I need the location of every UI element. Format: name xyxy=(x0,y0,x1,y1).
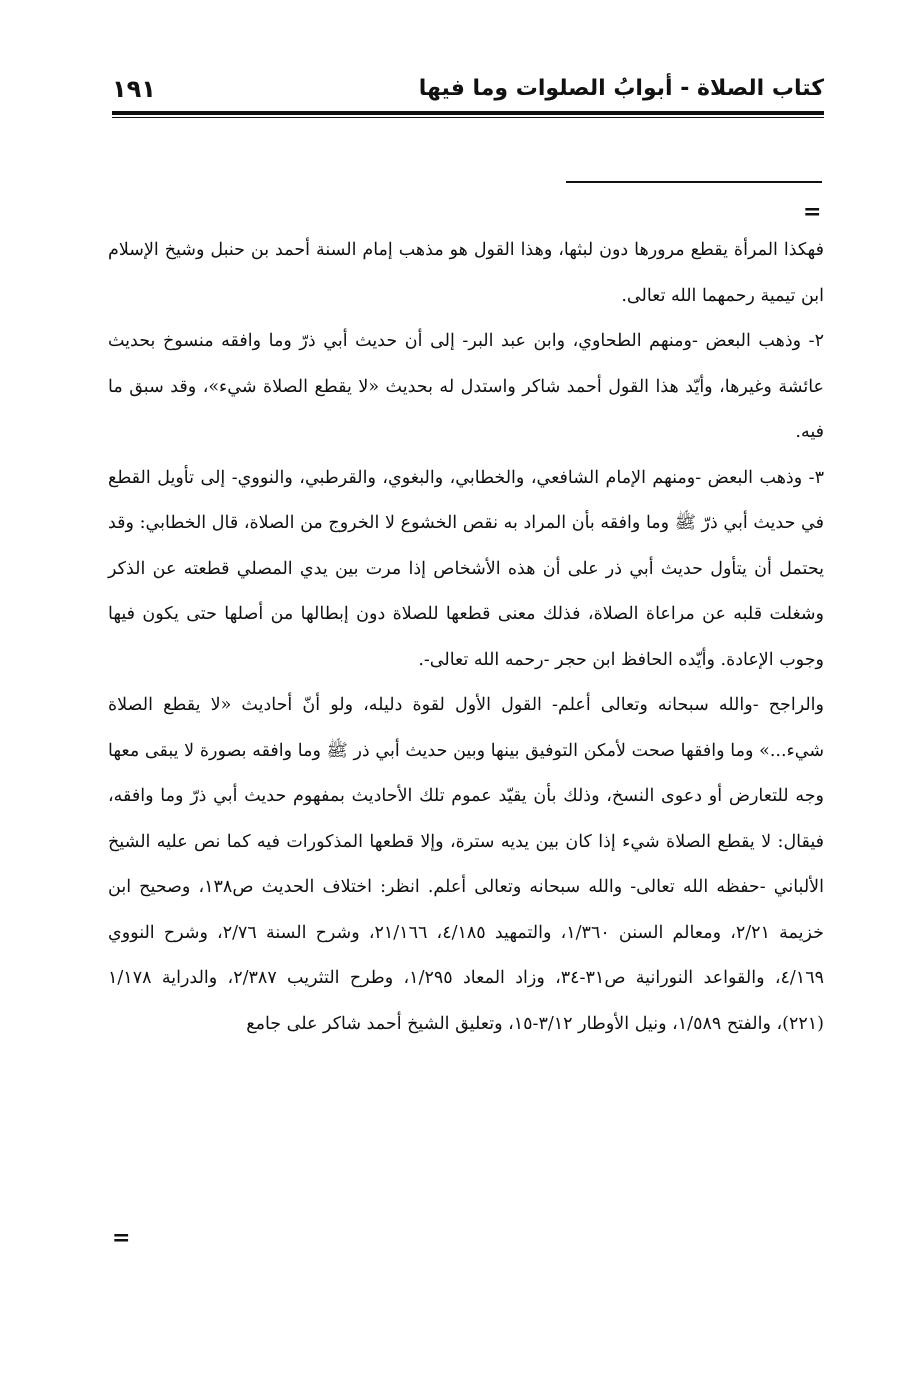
header-rule-thin xyxy=(112,117,824,118)
paragraph-1: فهكذا المرأة يقطع مرورها دون لبثها، وهذا القول هو مذهب إمام السنة أحمد بن حنبل وشيخ الإسلام ابن تيمية رحمهما الله تعالى. xyxy=(108,240,824,306)
continuation-mark-bottom: = xyxy=(112,1225,131,1251)
header-title: كتاب الصلاة - أبوابُ الصلوات وما فيها xyxy=(418,76,824,101)
header-rule-thick xyxy=(112,111,824,115)
footnote-separator xyxy=(566,181,822,183)
paragraph-2: ٢- وذهب البعض -ومنهم الطحاوي، وابن عبد البر- إلى أن حديث أبي ذرّ وما وافقه منسوخ بحديث عائشة وغيرها، وأيّد هذا القول أحمد شاكر واستدل له بحديث «لا يقطع الصلاة شيء»، وقد سبق ما فيه. xyxy=(108,331,824,442)
paragraph-3: ٣- وذهب البعض -ومنهم الإمام الشافعي، والخطابي، والبغوي، والقرطبي، والنووي- إلى تأويل القطع في حديث أبي ذرّ ﷺ وما وافقه بأن المراد به نقص الخشوع لا الخروج من الصلاة، قال الخطابي: وقد يحتمل أن يتأول حديث أبي ذر على أن هذه الأشخاص إذا مرت بين يدي المصلي قطعته عن الذكر وشغلت قلبه عن مراعاة الصلاة، فذلك معنى قطعها للصلاة دون إبطالها من أصلها حتى يكون فيها وجوب الإعادة. وأيّده الحافظ ابن حجر -رحمه الله تعالى-. xyxy=(108,467,824,670)
continuation-mark-top: = xyxy=(803,199,822,225)
paragraph-4: والراجح -والله سبحانه وتعالى أعلم- القول الأول لقوة دليله، ولو أنّ أحاديث «لا يقطع الصلاة شيء...» وما وافقها صحت لأمكن التوفيق بينها وبين حديث أبي ذر ﷺ وما وافقه بصورة لا يبقى معها وجه للتعارض أو دعوى النسخ، وذلك بأن يقيّد عموم تلك الأحاديث بمفهوم حديث أبي ذرّ وما وافقه، فيقال: لا يقطع الصلاة شيء إذا كان بين يديه سترة، وإلا قطعها المذكورات فيه كما نص عليه الشيخ الألباني -حفظه الله تعالى- والله سبحانه وتعالى أعلم. انظر: اختلاف الحديث ص١٣٨، وصحيح ابن خزيمة ٢/٢١، ومعالم السنن ١/٣٦٠، والتمهيد ٤/١٨٥، ٢١/١٦٦، وشرح السنة ٢/٧٦، وشرح النووي ٤/١٦٩، والقواعد النورانية ص٣١-٣٤، وزاد المعاد ١/٢٩٥، وطرح التثريب ٢/٣٨٧، والدراية ١/١٧٨ (٢٢١)، والفتح ١/٥٨٩، ونيل الأوطار ٣/١٢-١٥، وتعليق الشيخ أحمد شاكر على جامع xyxy=(108,695,825,1034)
page-number: ١٩١ xyxy=(112,75,156,103)
running-header xyxy=(112,72,824,112)
footnote-body xyxy=(108,228,824,1047)
